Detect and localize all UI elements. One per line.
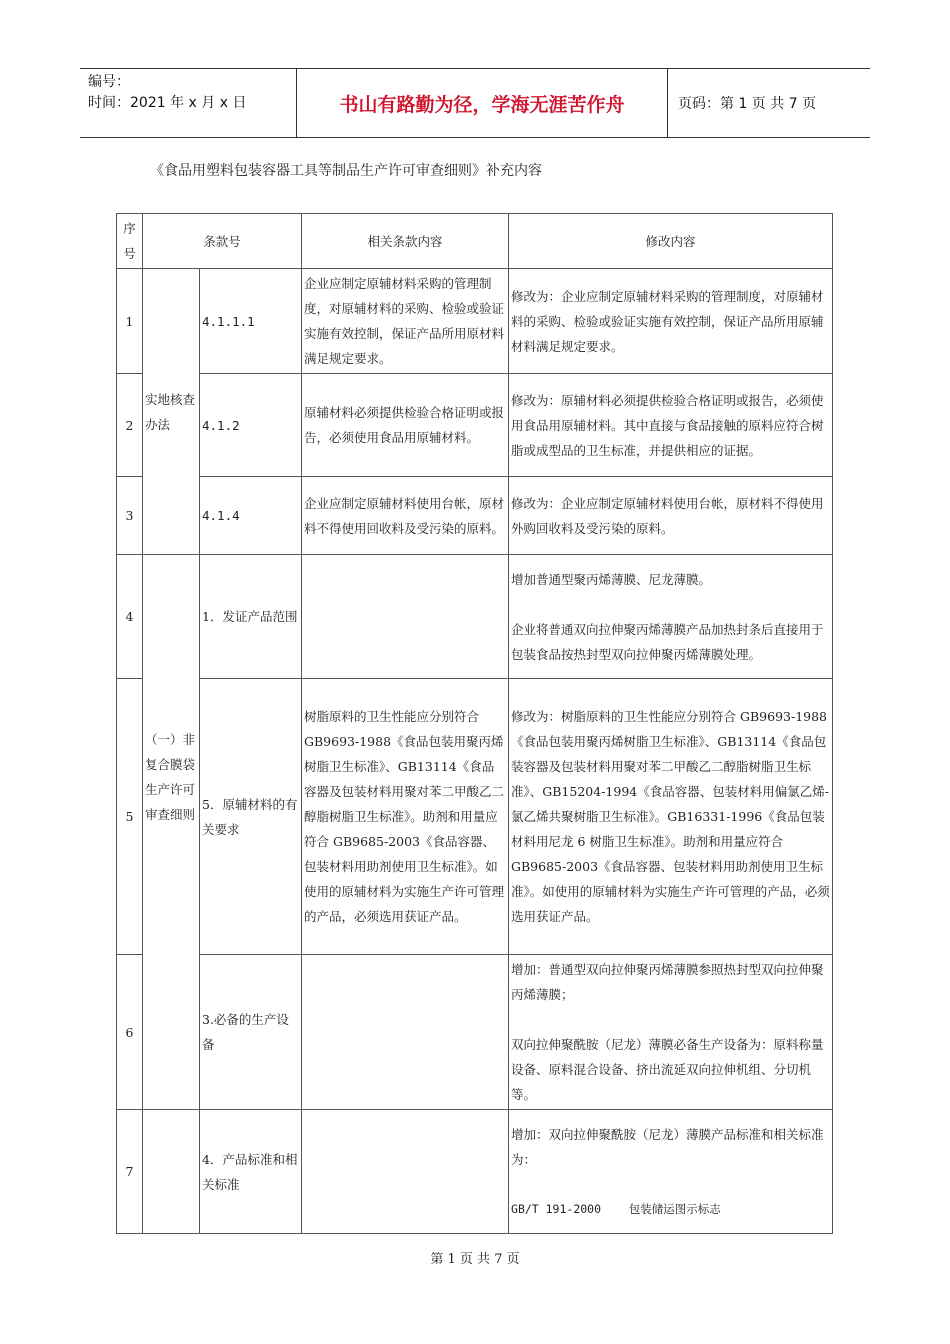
row-seq: 7 [117, 1110, 143, 1234]
header-related: 相关条款内容 [302, 214, 509, 269]
group-label: （一）非复合膜袋生产许可审查细则 [143, 555, 200, 1110]
row-related: 树脂原料的卫生性能应分别符合 GB9693-1988《食品包装用聚丙烯树脂卫生标准》、GB13114《食品容器及包装材料用聚对苯二甲酸乙二醇脂树脂卫生标准》。助剂和用量应符合 GB9685-2003《食品容器、包装材料用助剂使用卫生标准》。如使用的原辅材料为实施生产许可管理的产品，必须选用获证产品。 [302, 679, 509, 955]
header-motto: 书山有路勤为径，学海无涯苦作舟 [296, 69, 668, 137]
header-page-info: 页码：第 1 页 共 7 页 [678, 96, 817, 112]
table-header-row [117, 214, 833, 269]
row-related [302, 555, 509, 679]
row-seq: 2 [117, 374, 143, 477]
modify-paragraph: 增加：普通型双向拉伸聚丙烯薄膜参照热封型双向拉伸聚丙烯薄膜； [511, 962, 824, 1002]
modify-paragraph: 企业将普通双向拉伸聚丙烯薄膜产品加热封条后直接用于包装食品按热封型双向拉伸聚丙烯薄膜处理。 [511, 621, 824, 662]
row-related [302, 1110, 509, 1234]
row-clause: 4.1.2 [200, 374, 302, 477]
row-clause: 5．原辅材料的有关要求 [200, 679, 302, 955]
row-modify [509, 555, 833, 679]
row-modify: 修改为：企业应制定原辅材料使用台帐，原材料不得使用外购回收料及受污染的原料。 [509, 477, 833, 555]
revision-table [116, 213, 833, 1234]
row-clause: 4．产品标准和相关标准 [200, 1110, 302, 1234]
modify-paragraph: 增加：双向拉伸聚酰胺（尼龙）薄膜产品标准和相关标准为： [511, 1126, 824, 1167]
page-header [80, 68, 870, 138]
table-row [117, 679, 833, 955]
modify-paragraph: GB/T 191-2000 包装储运图示标志 [511, 1201, 721, 1216]
header-clause: 条款号 [143, 214, 302, 269]
row-related: 原辅材料必须提供检验合格证明或报告，必须使用食品用原辅材料。 [302, 374, 509, 477]
header-modify: 修改内容 [509, 214, 833, 269]
table-row [117, 555, 833, 679]
row-seq: 4 [117, 555, 143, 679]
row-clause: 1．发证产品范围 [200, 555, 302, 679]
doc-code-label: 编号： [88, 74, 130, 90]
row-clause: 4.1.1.1 [200, 269, 302, 374]
row-seq: 5 [117, 679, 143, 955]
table-row [117, 1110, 833, 1234]
row-modify: 修改为：企业应制定原辅材料采购的管理制度，对原辅材料的采购、检验或验证实施有效控制，保证产品所用原辅材料满足规定要求。 [509, 269, 833, 374]
row-clause: 3.必备的生产设备 [200, 955, 302, 1110]
header-seq: 序号 [117, 214, 143, 269]
row-clause: 4.1.4 [200, 477, 302, 555]
row-related: 企业应制定原辅材料采购的管理制度，对原辅材料的采购、检验或验证实施有效控制，保证产品所用原材料满足规定要求。 [302, 269, 509, 374]
page-footer: 第 1 页 共 7 页 [430, 1252, 520, 1267]
row-modify [509, 955, 833, 1110]
header-left [80, 69, 296, 137]
document-title: 《食品用塑料包装容器工具等制品生产许可审查细则》补充内容 [150, 163, 542, 179]
table-row [117, 269, 833, 374]
table-row [117, 374, 833, 477]
row-seq: 3 [117, 477, 143, 555]
doc-date: 时间：2021 年 x 月 x 日 [88, 95, 247, 111]
row-seq: 1 [117, 269, 143, 374]
table-row [117, 955, 833, 1110]
row-modify: 修改为：原辅材料必须提供检验合格证明或报告，必须使用食品用原辅材料。其中直接与食品接触的原料应符合树脂或成型品的卫生标准，并提供相应的证据。 [509, 374, 833, 477]
row-seq: 6 [117, 955, 143, 1110]
row-related: 企业应制定原辅材料使用台帐，原材料不得使用回收料及受污染的原料。 [302, 477, 509, 555]
row-modify: 修改为：树脂原料的卫生性能应分别符合 GB9693-1988《食品包装用聚丙烯树脂卫生标准》、GB13114《食品包装容器及包装材料用聚对苯二甲酸乙二醇脂树脂卫生标准》、GB15204-1994《食品容器、包装材料用偏氯乙烯-氯乙烯共聚树脂卫生标准》。GB16331-1996《食品包装材料用尼龙 6 树脂卫生标准》。助剂和用量应符合 GB9685-2003《食品容器、包装材料用助剂使用卫生标准》。如使用的原辅材料为实施生产许可管理的产品，必须选用获证产品。 [509, 679, 833, 955]
modify-paragraph: 双向拉伸聚酰胺（尼龙）薄膜必备生产设备为：原料称量设备、原料混合设备、挤出流延双向拉伸机组、分切机等。 [511, 1037, 824, 1102]
group-label: 实地核查办法 [143, 269, 200, 555]
row-modify [509, 1110, 833, 1234]
row-related [302, 955, 509, 1110]
modify-paragraph: 增加普通型聚丙烯薄膜、尼龙薄膜。 [511, 571, 712, 587]
table-row [117, 477, 833, 555]
